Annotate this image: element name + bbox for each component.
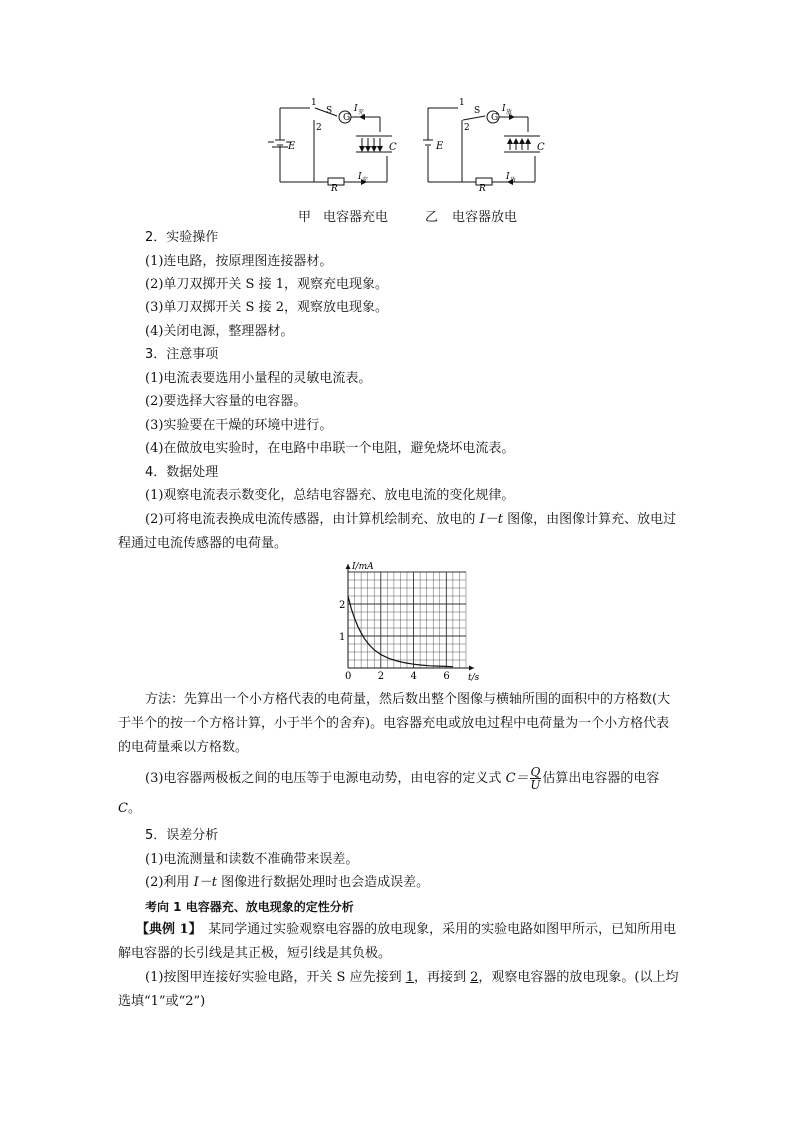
item2-post: 图像，由图像计算充、放电过程通过电流传感器的电荷量。 — [118, 512, 677, 551]
section-2-item-3: (3)单刀双掷开关 S 接 2，观察放电现象。 — [145, 300, 388, 315]
section-5-item-1: (1)电流测量和读数不准确带来误差。 — [145, 852, 359, 867]
section-3-item-3: (3)实验要在干燥的环境中进行。 — [145, 418, 333, 433]
section-3-item-1: (1)电流表要选用小量程的灵敏电流表。 — [145, 371, 372, 386]
capacitance-variable: C — [118, 801, 128, 816]
circuit-figures — [268, 96, 545, 194]
current-label-bottom: I — [358, 172, 362, 182]
current-sub-label-bottom: 充 — [362, 177, 369, 184]
capacitor-label: C — [389, 142, 397, 153]
example-question-1 — [118, 966, 680, 1014]
emf-label: E — [288, 141, 296, 152]
section-5-item-2 — [145, 873, 429, 893]
y-axis-arrow — [346, 564, 351, 569]
figure-captions — [268, 206, 538, 226]
section-4-item-2 — [118, 508, 680, 556]
resistor-label: R — [331, 184, 338, 194]
q1-mid: ，再接到 — [414, 970, 471, 985]
galvanometer-label: G — [343, 113, 351, 123]
counting-method: 方法：先算出一个小方格代表的电荷量，然后数出整个图像与横轴所围的面积中的方格数(大于半个的按一个方格计算，小于半个的舍弃)。电容器充电或放电过程中电荷量为一个小方格代表的电荷量乘以方格数。 — [118, 692, 671, 755]
s5-item2-pre: (2)利用 — [145, 875, 194, 890]
item2-pre: (2)可将电流表换成电流传感器，由计算机绘制充、放电的 — [145, 512, 480, 527]
terminal-1-label: 1 — [311, 98, 317, 108]
current-sub-label: 充 — [358, 109, 365, 116]
charging-circuit — [268, 108, 392, 185]
section-2-heading: 2．实验操作 — [145, 230, 219, 245]
x-tick-label: 2 — [377, 671, 385, 682]
section-4-heading: 4．数据处理 — [145, 465, 219, 480]
q1-pre: (1)按图甲连接好实验电路，开关 S 应先接到 — [145, 970, 406, 985]
q1-post: ，观察电容器的放电现象。(以上均选填“1”或“2”) — [118, 970, 679, 1009]
example-tag: 【典例 1】 — [136, 922, 196, 937]
caption-left-text: 电容器充电 — [323, 210, 389, 225]
caption-right-text: 电容器放电 — [452, 210, 518, 225]
current-label: I — [354, 104, 358, 114]
terminal-2-label: 2 — [316, 123, 322, 133]
s5-item2-post: 图像进行数据处理时也会造成误差。 — [216, 875, 430, 890]
example-stem — [118, 918, 680, 966]
section-3-heading: 3．注意事项 — [145, 347, 219, 362]
x-axis-arrow — [469, 666, 474, 671]
graph-grid — [348, 572, 466, 668]
current-label: I — [502, 104, 506, 114]
section-2-item-2: (2)单刀双掷开关 S 接 1，观察充电现象。 — [145, 277, 388, 292]
terminal-1-label: 1 — [459, 98, 465, 108]
item3-pre: (3)电容器两极板之间的电压等于电源电动势，由电容的定义式 — [145, 771, 506, 786]
section-3-item-2: (2)要选择大容量的电容器。 — [145, 394, 307, 409]
q1-answer-1: 1 — [405, 970, 414, 985]
terminal-2-label: 2 — [464, 123, 470, 133]
y-axis-label: I/mA — [352, 562, 374, 572]
section-5-heading: 5．误差分析 — [145, 828, 219, 843]
section-3-item-4: (4)在做放电实验时，在电路中串联一个电阻，避免烧坏电流表。 — [145, 441, 515, 456]
caption-left-index: 甲 — [298, 210, 312, 225]
current-label-bottom: I — [506, 172, 510, 182]
capacitor-label: C — [537, 142, 545, 153]
current-time-graph — [330, 560, 482, 688]
section-2-item-1: (1)连电路，按原理图连接器材。 — [145, 254, 333, 269]
x-tick-label: 0 — [345, 671, 352, 682]
x-tick-label: 6 — [443, 671, 450, 682]
section-4-item-1: (1)观察电流表示数变化，总结电容器充、放电电流的变化规律。 — [145, 488, 515, 503]
emf-label: E — [436, 141, 444, 152]
x-axis-label: t/s — [468, 673, 480, 683]
it-variable: I－t — [479, 512, 503, 527]
x-tick-label: 4 — [410, 671, 417, 682]
formula-lhs: C＝ — [505, 771, 529, 786]
current-sub-label-bottom: 放 — [510, 177, 517, 184]
resistor-label: R — [479, 184, 486, 194]
topic-heading: 考向 1 电容器充、放电现象的定性分析 — [145, 900, 354, 914]
section-4-item-3 — [118, 764, 680, 824]
section-2-item-4: (4)关闭电源，整理器材。 — [145, 324, 294, 339]
capacitance-fraction — [530, 766, 542, 791]
caption-right-index: 乙 — [425, 210, 439, 225]
item3-post: 估算出电容器的电容 — [542, 771, 660, 786]
example-text: 某同学通过实验观察电容器的放电现象，采用的实验电路如图甲所示，已知所用电解电容器的长引线是其正极，短引线是其负极。 — [118, 922, 677, 961]
switch-label: S — [474, 106, 481, 116]
galvanometer-label: G — [491, 113, 499, 123]
y-tick-label: 2 — [339, 600, 346, 611]
fraction-numerator: Q — [530, 765, 541, 779]
y-tick-label: 1 — [339, 632, 346, 643]
switch-label: S — [326, 106, 333, 116]
current-sub-label: 放 — [506, 109, 513, 116]
discharging-circuit — [422, 98, 545, 194]
fraction-denominator: U — [530, 778, 541, 792]
s5-it-variable: I－t — [193, 875, 217, 890]
item3-end: 。 — [127, 801, 141, 816]
q1-answer-2: 2 — [470, 970, 479, 985]
